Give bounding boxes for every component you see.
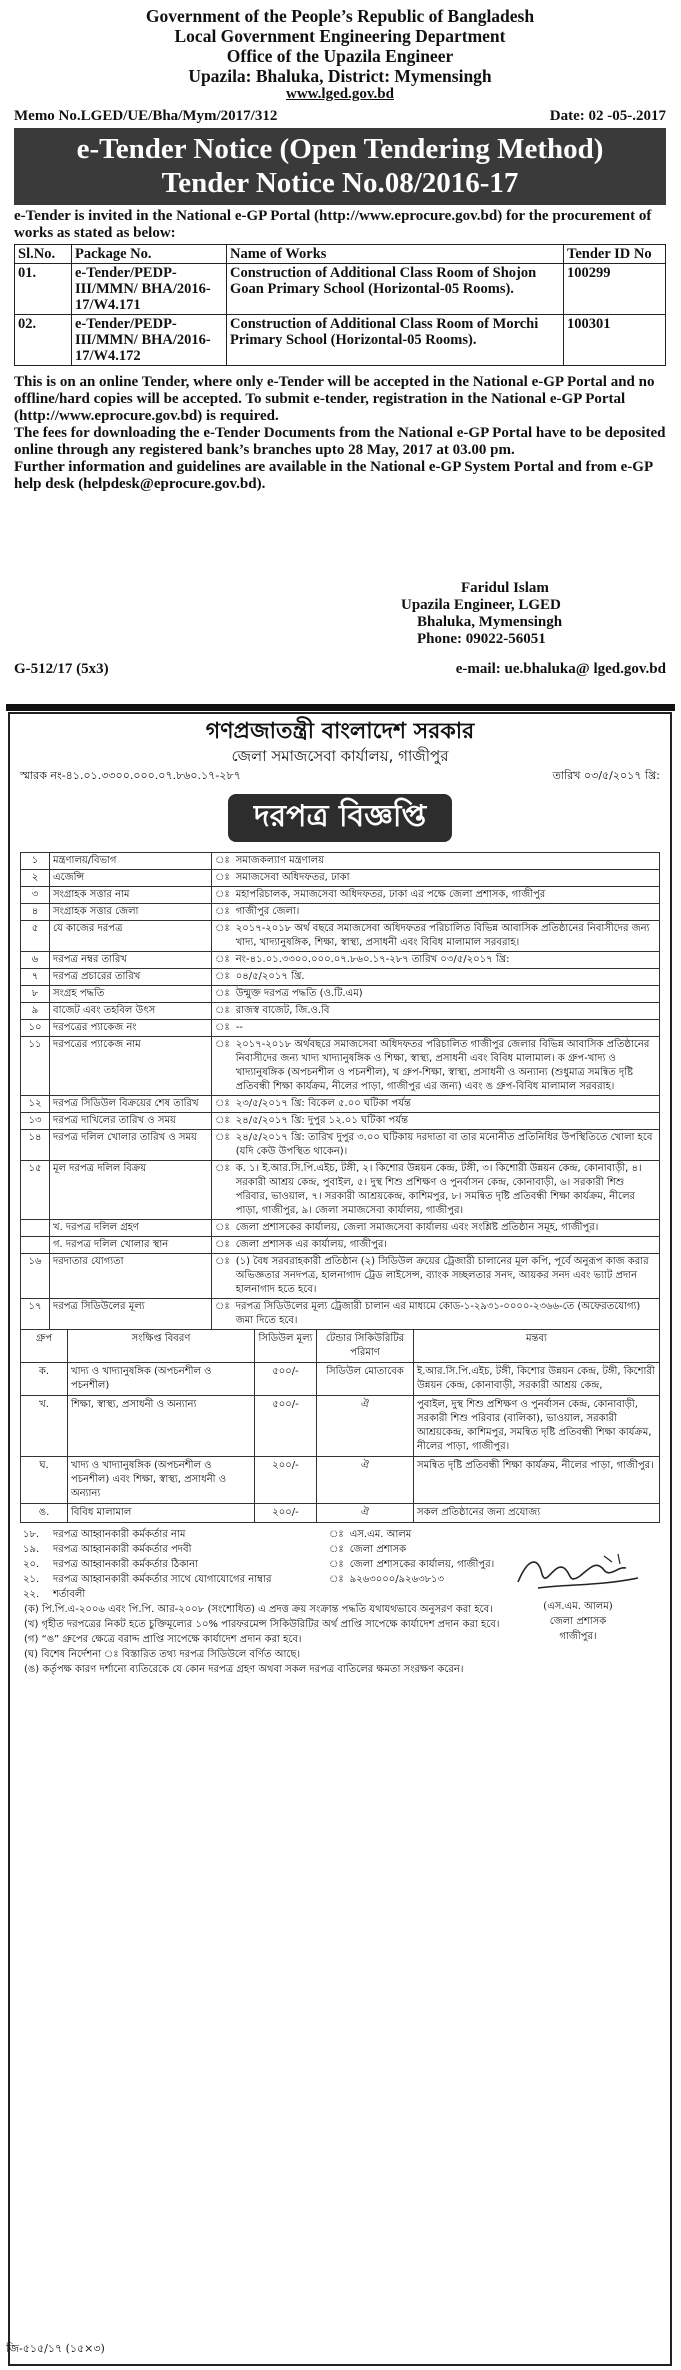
cell-number: ৭	[21, 969, 50, 986]
cell-value: সমাজসেবা অধিদফতর, ঢাকা	[233, 870, 660, 887]
cell-colon: ঃ	[329, 1529, 344, 1540]
cell-colon: ঃ	[212, 853, 233, 870]
office-subtitle: জেলা সমাজসেবা কার্যালয়, গাজীপুর	[231, 747, 449, 765]
cell-remark: সকল প্রতিষ্ঠানের জন্য প্রযোজ্য	[414, 1504, 660, 1523]
cell-number: ১১	[21, 1037, 50, 1096]
table-row	[21, 904, 660, 921]
col-header: টেন্ডার সিকিউরিটির পরিমাণ	[317, 1330, 414, 1363]
cell-value: নং-৪১.০১.৩৩০০.০০০.০৭.৮৬০.১৭-২৮৭ তারিখ ০৩/৫/২০১৭ খ্রি:	[233, 952, 660, 969]
signature-scribble-icon	[508, 1548, 648, 1594]
cell-security: ঐ	[317, 1504, 414, 1523]
cell-security: সিডিউল মোতাবেক	[317, 1363, 414, 1396]
cell-price: ৫০০/-	[255, 1363, 317, 1396]
cell-label: শর্তাবলী	[53, 1589, 86, 1600]
paragraph: Further information and guidelines are available in the National e-GP System Portal and from e-GP help desk (helpdesk@eprocure.gov.bd).	[14, 459, 653, 492]
table-row	[21, 969, 660, 986]
section-divider	[6, 704, 675, 711]
works-table	[14, 244, 666, 366]
condition-item: (ক) পি.পি.এ-২০০৬ এবং পি.পি. আর-২০০৮ (সংশোধিত) এ প্রদত্ত ক্রয় সংক্রান্ত পদ্ধতি যথাযথভাবে অনুসরণ করা হবে।	[24, 1604, 493, 1615]
condition-item: (ঘ) বিশেষ নির্দেশনা ঃ বিস্তারিত তথ্য দরপত্র সিডিউলে বর্ণিত আছে।	[24, 1649, 301, 1660]
memo-line	[20, 768, 660, 784]
cell-label: সংগ্রাহক সত্তার নাম	[50, 887, 212, 904]
cell-colon: ঃ	[212, 1020, 233, 1037]
table-header-row	[21, 1330, 660, 1363]
cell-colon: ঃ	[329, 1544, 344, 1555]
cell-colon: ঃ	[212, 952, 233, 969]
cell-value: --	[233, 1020, 660, 1037]
banner-wrap	[20, 794, 660, 842]
cell-value: ২৪/৫/২০১৭ খ্রি: দুপুর ১২.০১ ঘটিকা পর্যন্ত	[233, 1113, 660, 1130]
email-address[interactable]: e-mail: ue.bhaluka@ lged.gov.bd	[455, 661, 666, 677]
cell-remark: সমন্বিত দৃষ্টি প্রতিবন্ধী শিক্ষা কার্যক্রম, নীলের পাড়া, গাজীপুর।	[414, 1457, 660, 1504]
cell-label: দরপত্রের প্যাকেজ নাম	[50, 1037, 212, 1096]
col-header: Package No.	[72, 245, 227, 264]
cell-package: e-Tender/PEDP-III/MMN/ BHA/2016-17/W4.172	[72, 315, 227, 366]
cell-price: ৫০০/-	[255, 1396, 317, 1457]
cell-number: ২	[21, 870, 50, 887]
ad-code: G-512/17 (5x3)	[14, 661, 109, 677]
cell-number: ৪	[21, 904, 50, 921]
col-header: Sl.No.	[15, 245, 72, 264]
english-tender-notice	[14, 6, 666, 702]
cell-number: ১৭	[21, 1299, 50, 1330]
cell-number: ৬	[21, 952, 50, 969]
cell-colon: ঃ	[212, 1237, 233, 1254]
signer-phone: Phone: 09022-56051	[417, 631, 546, 647]
header-line: Upazila: Bhaluka, District: Mymensingh	[188, 66, 492, 86]
table-row	[21, 1457, 660, 1504]
table-row	[21, 1003, 660, 1020]
cell-label: দরপত্র প্রচারের তারিখ	[50, 969, 212, 986]
cell-colon: ঃ	[212, 1254, 233, 1299]
cell-number	[21, 1220, 50, 1237]
col-header: গ্রুপ	[21, 1330, 68, 1363]
table-row	[21, 986, 660, 1003]
paragraph: The fees for downloading the e-Tender Documents from the National e-GP Portal have to be deposited online through any registered bank’s branches upto 28 May, 2017 at 03.00 pm.	[14, 425, 666, 458]
cell-label: খ. দরপত্র দলিল গ্রহণ	[50, 1220, 212, 1237]
cell-number: ২১.	[23, 1574, 40, 1585]
memo-number: Memo No.LGED/UE/Bha/Mym/2017/312	[14, 108, 278, 124]
notice-banner	[14, 128, 666, 205]
cell-number: ১	[21, 853, 50, 870]
cell-label: মূল দরপত্র দলিল বিক্রয়	[50, 1161, 212, 1220]
cell-label: দরপত্র সিডিউল বিক্রয়ের শেষ তারিখ	[50, 1096, 212, 1113]
cell-number: ১৮.	[23, 1529, 40, 1540]
header-line: Government of the People’s Republic of Bangladesh	[145, 6, 535, 26]
table-row	[21, 1220, 660, 1237]
signer-location: Bhaluka, Mymensingh	[417, 614, 563, 630]
cell-value: জেলা প্রশাসক	[349, 1544, 407, 1555]
header-line: Local Government Engineering Department	[174, 26, 506, 46]
cell-value: রাজস্ব বাজেট, জি.ও.বি	[233, 1003, 660, 1020]
cell-work: Construction of Additional Class Room of Morchi Primary School (Horizontal-05 Rooms).	[227, 315, 564, 366]
cell-label: দরপত্র আহ্বানকারী কর্মকর্তার সাথে যোগাযোগের নাম্বার	[53, 1574, 272, 1585]
cell-label: এজেন্সি	[50, 870, 212, 887]
cell-desc: বিবিধ মালামাল	[68, 1504, 255, 1523]
cell-label: মন্ত্রণালয়/বিভাগ	[50, 853, 212, 870]
condition-item: (ঙ) কর্তৃপক্ষ কারণ দর্শানো ব্যতিরেকে যে কোন দরপত্র গ্রহণ অথবা সকল দরপত্র বাতিলের ক্ষমতা সংরক্ষণ করেন।	[24, 1664, 464, 1675]
cell-colon: ঃ	[212, 921, 233, 952]
table-row	[21, 952, 660, 969]
cell-label: দরপত্র নম্বর তারিখ	[50, 952, 212, 969]
cell-remark: ই.আর.সি.পি.এইচ, টঙ্গী, কিশোর উন্নয়ন কেন্দ্র, টঙ্গী, কিশোরী উন্নয়ন কেন্দ্র, কোনাবাড়ী, সরকারী আশ্রয় কেন্দ্র,	[414, 1363, 660, 1396]
cell-id: 100301	[564, 315, 666, 366]
cell-value: ৯২৬৩০০০/৯২৬৩৮১৩	[349, 1574, 445, 1585]
cell-label: দরপত্র দাখিলের তারিখ ও সময়	[50, 1113, 212, 1130]
paragraph: This is on an online Tender, where only e-Tender will be accepted in the National e-GP Portal and no offline/hard copies will be accepted. To submit e-tender, registration in the National e-GP Portal (http://www.eprocure.gov.bd) is required.	[14, 374, 655, 424]
cell-value: এস.এম. আলম	[349, 1529, 412, 1540]
cell-colon: ঃ	[212, 1003, 233, 1020]
cell-number: ১৩	[21, 1113, 50, 1130]
cell-desc: খাদ্য ও খাদ্যানুষঙ্গিক (অপচনশীল ও পচনশীল)	[68, 1363, 255, 1396]
cell-colon: ঃ	[212, 1096, 233, 1113]
cell-label: দরপত্র আহ্বানকারী কর্মকর্তার ঠিকানা	[53, 1559, 198, 1570]
cell-g: ঘ.	[21, 1457, 68, 1504]
table-row	[21, 853, 660, 870]
table-row	[21, 870, 660, 887]
table-row	[21, 1363, 660, 1396]
cell-colon: ঃ	[212, 1161, 233, 1220]
cell-label: দরদাতার যোগ্যতা	[50, 1254, 212, 1299]
table-row	[21, 1237, 660, 1254]
cell-colon: ঃ	[212, 870, 233, 887]
signer-title: জেলা প্রশাসক	[549, 1616, 607, 1627]
cell-colon: ঃ	[212, 1130, 233, 1161]
banner-title: e-Tender Notice (Open Tendering Method)	[76, 133, 604, 165]
cell-number: ৮	[21, 986, 50, 1003]
cell-number: ১৬	[21, 1254, 50, 1299]
cell-price: ২০০/-	[255, 1504, 317, 1523]
cell-price: ২০০/-	[255, 1457, 317, 1504]
cell-g: ক.	[21, 1363, 68, 1396]
cell-value: ২০১৭-২০১৮ অর্থবছরে সমাজসেবা অধিদফতর পরিচালিত গাজীপুর জেলার বিভিন্ন আবাসিক প্রতিষ্ঠানের নিবাসীদের জন্য খাদ্য খাদ্যানুষঙ্গিক ও শিক্ষা, স্বাস্থ্য, প্রসাধনী এবং বিবিধ মালামাল। ক গ্রুপ-খাদ্য ও খাদ্যানুষঙ্গিক (অপচনশীল ও পচনশীল), খ গ্রুপ-শিক্ষা, স্বাস্থ্য, প্রসাধনী ও অন্যান্য (শুধুমাত্র সমন্বিত দৃষ্টি প্রতিবন্ধী শিক্ষা কার্যক্রম, নীলের পাড়া, গাজীপুর এর জন্য) এবং ঙ গ্রুপ-বিবিধ মালামাল সরবরাহ।	[233, 1037, 660, 1096]
cell-colon: ঃ	[212, 1220, 233, 1237]
cell-colon: ঃ	[329, 1574, 344, 1585]
cell-label: দরপত্র সিডিউলের মূল্য	[50, 1299, 212, 1330]
signer-title: Upazila Engineer, LGED	[401, 597, 561, 613]
table-row	[21, 1130, 660, 1161]
cell-number	[21, 1237, 50, 1254]
cell-id: 100299	[564, 264, 666, 315]
table-row	[15, 315, 666, 366]
government-title: গণপ্রজাতন্ত্রী বাংলাদেশ সরকার	[205, 719, 475, 744]
col-header: সিডিউল মূল্য	[255, 1330, 317, 1363]
tender-details-table	[20, 852, 660, 1330]
table-row	[21, 1396, 660, 1457]
cell-work: Construction of Additional Class Room of Shojon Goan Primary School (Horizontal-05 Rooms).	[227, 264, 564, 315]
cell-number: ১৫	[21, 1161, 50, 1220]
table-row	[21, 1113, 660, 1130]
cell-value: গাজীপুর জেলা।	[233, 904, 660, 921]
cell-number: ২২.	[23, 1589, 40, 1600]
table-row	[15, 264, 666, 315]
cell-label: যে কাজের দরপত্র	[50, 921, 212, 952]
table-row	[21, 887, 660, 904]
table-row	[21, 921, 660, 952]
cell-value: উন্মুক্ত দরপত্র পদ্ধতি (ও.টি.এম)	[233, 986, 660, 1003]
cell-g: খ.	[21, 1396, 68, 1457]
cell-value: ২০১৭-২০১৮ অর্থ বছরে সমাজসেবা অধিদফতর পরিচালিত বিভিন্ন আবাসিক প্রতিষ্ঠানের নিবাসীদের জন্য খাদ্য, খাদ্যানুষঙ্গিক, শিক্ষা, স্বাস্থ্য, প্রসাধনী এবং বিবিধ মালামাল সরবরাহ।	[233, 921, 660, 952]
table-row	[21, 1254, 660, 1299]
cell-number: ১০	[21, 1020, 50, 1037]
cell-label: বাজেট এবং তহবিল উৎস	[50, 1003, 212, 1020]
condition-item: (খ) গৃহীত দরপত্রের নিকট হতে চুক্তিমূল্যের ১০% পারফরমেন্স সিকিউরিটির অর্থ প্রাপ্তি সাপেক্ষে কার্যাদেশ প্রদান করা হবে।	[24, 1619, 500, 1630]
bengali-tender-notice	[20, 718, 660, 1677]
cell-value: দরপত্র সিডিউলের মূল্য ট্রেজারী চালান এর মাধ্যমে কোড-১-২৯৩১-০০০০-২৩৬৬-তে (অফেরতযোগ্য) জমা দিতে হবে।	[233, 1299, 660, 1330]
officer-row	[20, 1527, 660, 1542]
cell-number: ১৯.	[23, 1544, 40, 1555]
cell-value: ক. ১। ই.আর.সি.পি.এইচ, টঙ্গী, ২। কিশোর উন্নয়ন কেন্দ্র, টঙ্গী, ৩। কিশোরী উন্নয়ন কেন্দ্র, কোনাবাড়ী, ৪। সরকারী আশ্রয় কেন্দ্র, পুবাইল, ৫। দুস্থ শিশু প্রশিক্ষণ ও পুনর্বাসন কেন্দ্র, কোনাবাড়ী, ৬। সরকারী শিশু পরিবার, ভাওয়াল, ৭। সরকারী আশ্রয়কেন্দ্র, কাশিমপুর, ৮। সমন্বিত দৃষ্টি প্রতিবন্ধী শিক্ষা কার্যক্রম, নীলের পাড়া, গাজীপুর, ৯। জেলা সমাজসেবা কার্যালয়, গাজীপুর।	[233, 1161, 660, 1220]
cell-colon: ঃ	[212, 969, 233, 986]
cell-number: ১৪	[21, 1130, 50, 1161]
group-table	[20, 1329, 660, 1523]
header-line: Office of the Upazila Engineer	[226, 46, 454, 66]
cell-package: e-Tender/PEDP-III/MMN/ BHA/2016-17/W4.171	[72, 264, 227, 315]
cell-number: ২০.	[23, 1559, 40, 1570]
cell-value: জেলা প্রশাসকের কার্যালয়, জেলা সমাজসেবা কার্যালয় এবং সংশ্লিষ্ট প্রতিষ্ঠান সমূহ, গাজীপুর।	[233, 1220, 660, 1237]
cell-colon: ঃ	[212, 1113, 233, 1130]
cell-value: ২৩/৫/২০১৭ খ্রি: বিকেল ৫.০০ ঘটিকা পর্যন্ত	[233, 1096, 660, 1113]
cell-sl: 01.	[15, 264, 72, 315]
cell-value: সমাজকল্যাণ মন্ত্রণালয়	[233, 853, 660, 870]
col-header: সংক্ষিপ্ত বিবরণ	[68, 1330, 255, 1363]
table-row	[21, 1037, 660, 1096]
cell-colon: ঃ	[212, 904, 233, 921]
cell-label: দরপত্র দলিল খোলার তারিখ ও সময়	[50, 1130, 212, 1161]
memo-date: তারিখ ০৩/৫/২০১৭ খ্রি:	[552, 769, 660, 782]
cell-label: সংগ্রহ পদ্ধতি	[50, 986, 212, 1003]
cell-label: দরপত্রের প্যাকেজ নং	[50, 1020, 212, 1037]
cell-sl: 02.	[15, 315, 72, 366]
col-header: Name of Works	[227, 245, 564, 264]
table-row	[21, 1299, 660, 1330]
cell-colon: ঃ	[212, 887, 233, 904]
cell-label: দরপত্র আহ্বানকারী কর্মকর্তার পদবী	[53, 1544, 192, 1555]
cell-value: ০৪/৫/২০১৭ খ্রি.	[233, 969, 660, 986]
banner-subtitle: Tender Notice No.08/2016-17	[161, 167, 519, 199]
cell-number: ৩	[21, 887, 50, 904]
table-header-row	[15, 245, 666, 264]
cell-desc: খাদ্য ও খাদ্যানুষঙ্গিক (অপচনশীল ও পচনশীল) এবং শিক্ষা, স্বাস্থ্য, প্রসাধনী ও অন্যান্য	[68, 1457, 255, 1504]
cell-value: মহাপরিচালক, সমাজসেবা অধিদফতর, ঢাকা এর পক্ষে জেলা প্রশাসক, গাজীপুর	[233, 887, 660, 904]
cell-colon: ঃ	[329, 1559, 344, 1570]
table-row	[21, 1161, 660, 1220]
cell-number: ৫	[21, 921, 50, 952]
cell-colon: ঃ	[212, 986, 233, 1003]
cell-g: ঙ.	[21, 1504, 68, 1523]
intro-text: e-Tender is invited in the National e-GP Portal (http://www.eprocure.gov.bd) for the procurement of works as stated as below:	[14, 208, 652, 241]
memo-number: স্মারক নং-৪১.০১.৩৩০০.০০০.০৭.৮৬০.১৭-২৮৭	[20, 769, 241, 782]
notice-banner: দরপত্র বিজ্ঞপ্তি	[228, 794, 452, 842]
signer-name: Faridul Islam	[461, 580, 549, 596]
cell-value: জেলা প্রশাসক এর কার্যালয়, গাজীপুর।	[233, 1237, 660, 1254]
table-row	[21, 1504, 660, 1523]
cell-label: গ. দরপত্র দলিল খোলার স্থান	[50, 1237, 212, 1254]
memo-date: Date: 02 -05-.2017	[549, 108, 666, 124]
cell-value: ২৪/৫/২০১৭ খ্রি: তারিখ দুপুর ৩.০০ ঘটিকায় দরদাতা বা তার মনোনীত প্রতিনিধির উপস্থিতিতে খোলা হবে (যদি কেউ উপস্থিত থাকেন)।	[233, 1130, 660, 1161]
signer-place: গাজীপুর।	[559, 1631, 597, 1642]
cell-value: (১) বৈধ সরবরাহকারী প্রতিষ্ঠান (২) সিডিউল ক্রয়ের ট্রেজারী চালানের মূল কপি, পূর্বে অনুরূপ কাজ করার অভিজ্ঞতার সনদপত্র, হালনাগাদ ট্রেড লাইসেন্স, ব্যাংক সচ্ছলতার সনদ, আয়কর সনদ এবং ভ্যাট প্রদান হালনাগাদ হতে হবে।	[233, 1254, 660, 1299]
cell-number: ১২	[21, 1096, 50, 1113]
table-row	[21, 1020, 660, 1037]
signature-block	[401, 580, 666, 648]
cell-label: সংগ্রাহক সত্তার জেলা	[50, 904, 212, 921]
cell-value: জেলা প্রশাসকের কার্যালয়, গাজীপুর।	[349, 1559, 495, 1570]
memo-line	[14, 107, 666, 125]
website-link[interactable]: www.lged.gov.bd	[286, 86, 394, 102]
cell-desc: শিক্ষা, স্বাস্থ্য, প্রসাধনী ও অন্যান্য	[68, 1396, 255, 1457]
cell-colon: ঃ	[212, 1037, 233, 1096]
signer-name: (এস.এম. আলম)	[543, 1601, 613, 1612]
col-header: মন্তব্য	[414, 1330, 660, 1363]
cell-remark: পুবাইল, দুস্থ শিশু প্রশিক্ষণ ও পুনর্বাসন কেন্দ্র, কোনাবাড়ী, সরকারী শিশু পরিবার (বালিকা), ভাওয়াল, সরকারী আশ্রয়কেন্দ্র, কাশিমপুর, সমন্বিত দৃষ্টি প্রতিবন্ধী শিক্ষা কার্যক্রম, নীলের পাড়া, গাজীপুর।	[414, 1396, 660, 1457]
col-header: Tender ID No	[564, 245, 666, 264]
cell-colon	[326, 1587, 347, 1602]
cell-label: দরপত্র আহ্বানকারী কর্মকর্তার নাম	[53, 1529, 186, 1540]
cell-number: ৯	[21, 1003, 50, 1020]
condition-item: (গ) “ঙ” গ্রুপের ক্ষেত্রে বরাদ্দ প্রাপ্তি সাপেক্ষে কার্যাদেশ প্রদান করা হবে।	[24, 1634, 302, 1645]
cell-security: ঐ	[317, 1396, 414, 1457]
table-row	[21, 1096, 660, 1113]
bengali-ad-code: জি-৫১৫/১৭ (১৫×৩)	[6, 2342, 105, 2355]
cell-colon: ঃ	[212, 1299, 233, 1330]
bengali-signature-block	[503, 1548, 653, 1644]
cell-security: ঐ	[317, 1457, 414, 1504]
